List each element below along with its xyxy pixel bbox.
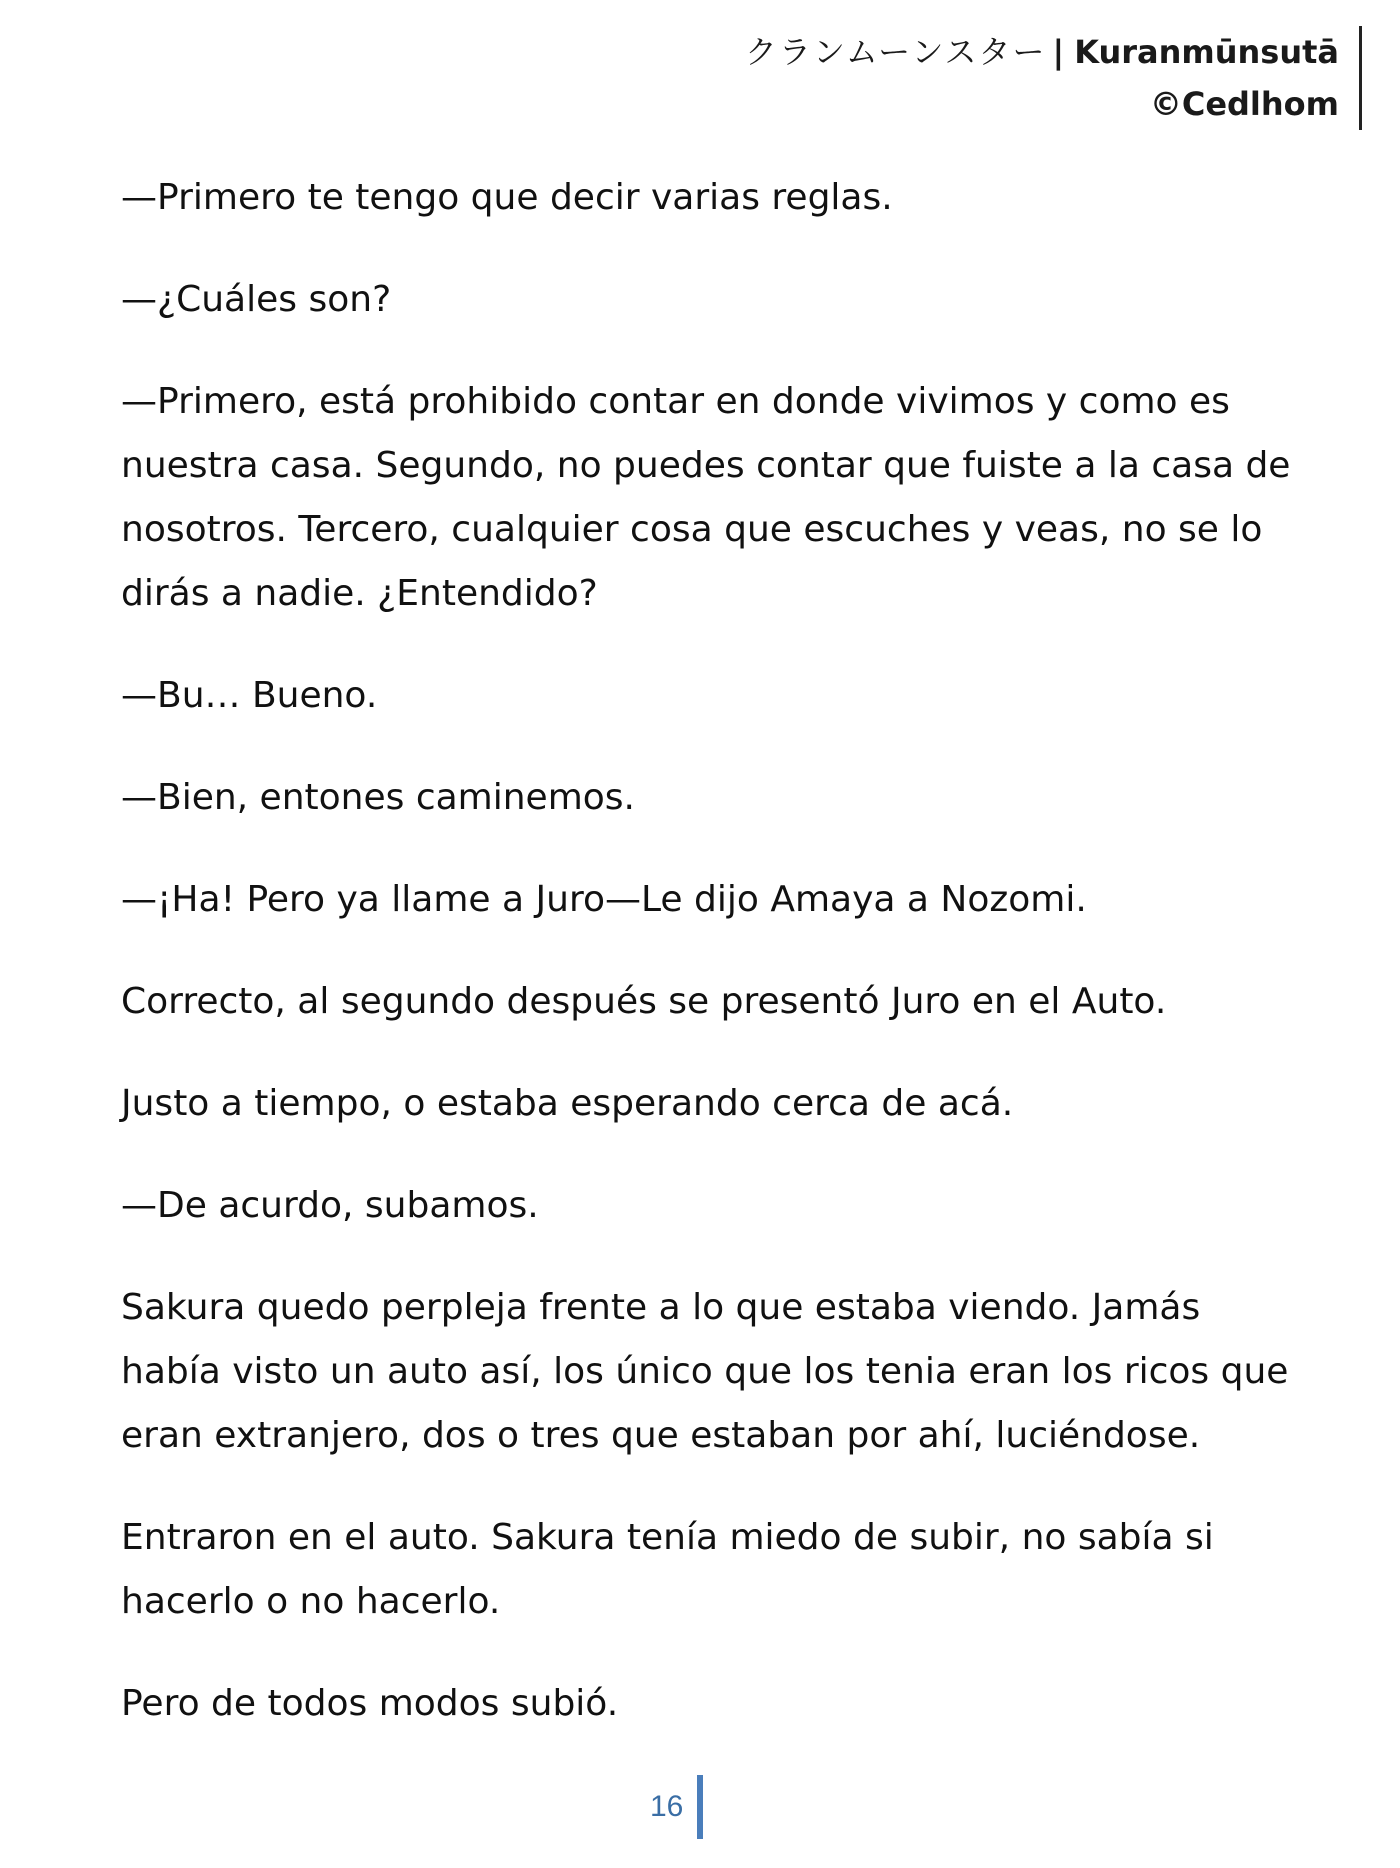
page-number: 16 — [650, 1790, 684, 1823]
page-header — [745, 26, 1362, 130]
paragraph: —Primero te tengo que decir varias reglas. — [121, 177, 893, 218]
document-body — [121, 166, 1311, 1774]
paragraph: —Primero, está prohibido contar en donde vivimos y como es nuestra casa. Segundo, no puedes contar que fuiste a la casa de nosotros. Tercero, cualquier cosa que escuches y veas, no se lo dirás a nadie. ¿Entendido? — [121, 381, 1291, 614]
header-title-line — [745, 26, 1339, 78]
paragraph: —¡Ha! Pero ya llame a Juro—Le dijo Amaya a Nozomi. — [121, 879, 1087, 920]
paragraph: Correcto, al segundo después se presentó Juro en el Auto. — [121, 981, 1167, 1022]
paragraph: Sakura quedo perpleja frente a lo que estaba viendo. Jamás había visto un auto así, los único que los tenia eran los ricos que eran extranjero, dos o tres que estaban por ahí, luciéndose. — [121, 1287, 1289, 1456]
page-footer — [650, 1775, 703, 1839]
paragraph: —Bien, entones caminemos. — [121, 777, 636, 818]
header-separator: | — [1052, 33, 1065, 71]
paragraph: Entraron en el auto. Sakura tenía miedo de subir, no sabía si hacerlo o no hacerlo. — [121, 1517, 1214, 1622]
paragraph: —De acurdo, subamos. — [121, 1185, 539, 1226]
paragraph: —¿Cuáles son? — [121, 279, 392, 320]
header-japanese-title: クランムーンスター — [744, 33, 1047, 71]
page-number-bar — [697, 1775, 703, 1839]
paragraph: Justo a tiempo, o estaba esperando cerca de acá. — [121, 1083, 1014, 1124]
paragraph: Pero de todos modos subió. — [121, 1683, 619, 1724]
paragraph: —Bu… Bueno. — [121, 675, 378, 716]
header-copyright: ©Cedlhom — [1149, 85, 1339, 123]
header-romaji-title: Kuranmūnsutā — [1074, 33, 1339, 71]
